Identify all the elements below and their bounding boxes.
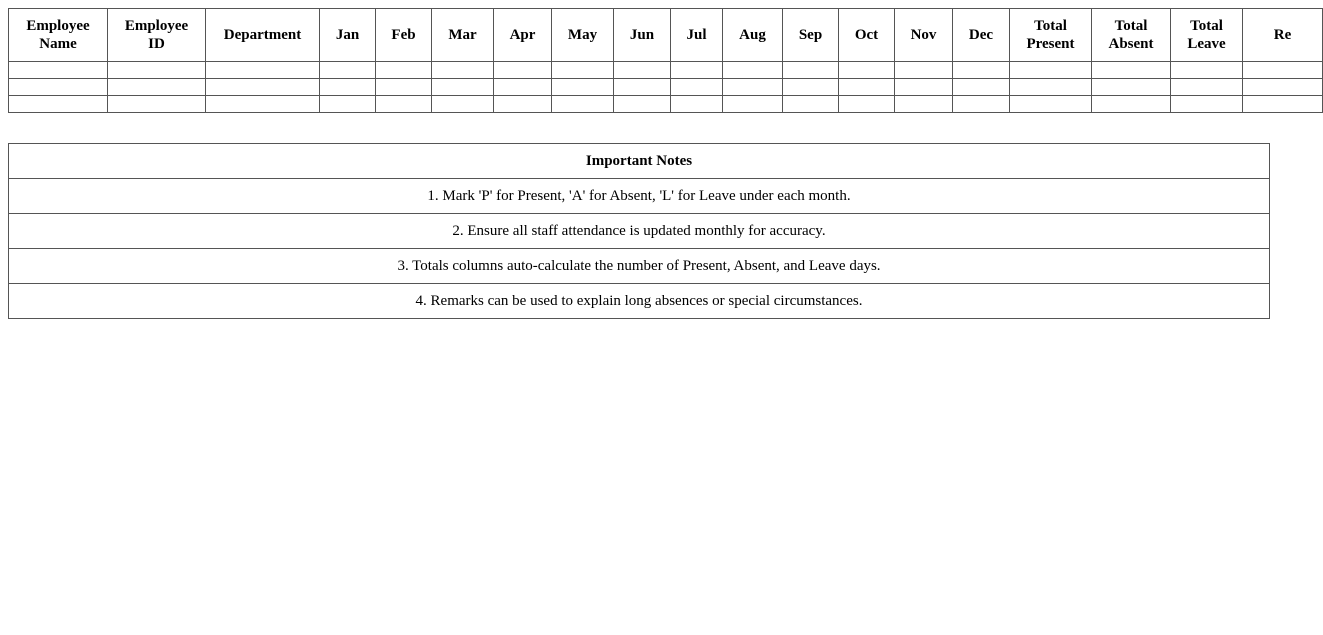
table-cell[interactable]	[108, 79, 206, 96]
column-header-line: Sep	[798, 27, 823, 43]
table-row	[9, 62, 1323, 79]
column-header-nov	[895, 9, 953, 62]
attendance-table	[8, 8, 1323, 113]
table-cell[interactable]	[9, 62, 108, 79]
table-cell[interactable]	[432, 96, 494, 113]
table-cell[interactable]	[320, 79, 376, 96]
column-header-may	[552, 9, 614, 62]
table-cell[interactable]	[9, 96, 108, 113]
column-header-line: ID	[148, 36, 165, 52]
column-header-apr	[494, 9, 552, 62]
table-cell[interactable]	[1243, 96, 1323, 113]
table-cell[interactable]	[1010, 79, 1092, 96]
column-header-line: Employee	[26, 18, 90, 34]
column-header-line: Jun	[629, 27, 655, 43]
column-header-re	[1243, 9, 1323, 62]
note-item-2: 2. Ensure all staff attendance is updated monthly for accuracy.	[9, 214, 1270, 249]
column-header-aug	[723, 9, 783, 62]
table-cell[interactable]	[839, 62, 895, 79]
note-item-3: 3. Totals columns auto-calculate the number of Present, Absent, and Leave days.	[9, 249, 1270, 284]
table-cell[interactable]	[671, 96, 723, 113]
table-cell[interactable]	[376, 62, 432, 79]
table-cell[interactable]	[320, 62, 376, 79]
table-cell[interactable]	[1092, 96, 1171, 113]
attendance-body	[9, 62, 1323, 113]
table-cell[interactable]	[723, 96, 783, 113]
table-cell[interactable]	[494, 96, 552, 113]
table-cell[interactable]	[1171, 79, 1243, 96]
table-cell[interactable]	[723, 79, 783, 96]
table-cell[interactable]	[320, 96, 376, 113]
column-header-line: Name	[39, 36, 77, 52]
table-cell[interactable]	[895, 62, 953, 79]
table-cell[interactable]	[376, 96, 432, 113]
note-row	[9, 284, 1270, 319]
table-cell[interactable]	[614, 79, 671, 96]
table-cell[interactable]	[552, 96, 614, 113]
table-cell[interactable]	[783, 62, 839, 79]
table-cell[interactable]	[1171, 96, 1243, 113]
column-header-jul	[671, 9, 723, 62]
table-cell[interactable]	[953, 62, 1010, 79]
column-header-line: Dec	[968, 27, 994, 43]
table-cell[interactable]	[494, 79, 552, 96]
column-header-jan	[320, 9, 376, 62]
table-cell[interactable]	[839, 79, 895, 96]
column-header-line: Jul	[686, 27, 707, 43]
note-item-4: 4. Remarks can be used to explain long absences or special circumstances.	[9, 284, 1270, 319]
table-cell[interactable]	[432, 62, 494, 79]
table-cell[interactable]	[1243, 79, 1323, 96]
table-cell[interactable]	[953, 96, 1010, 113]
column-header-employee-name	[9, 9, 108, 62]
table-cell[interactable]	[671, 62, 723, 79]
column-header-total-absent	[1092, 9, 1171, 62]
notes-title: Important Notes	[9, 144, 1270, 179]
table-cell[interactable]	[839, 96, 895, 113]
table-cell[interactable]	[1243, 62, 1323, 79]
column-header-line: Total	[1114, 18, 1148, 34]
column-header-line: Jan	[335, 27, 360, 43]
table-cell[interactable]	[783, 96, 839, 113]
column-header-employee-id	[108, 9, 206, 62]
notes-table	[8, 143, 1270, 319]
table-cell[interactable]	[1171, 62, 1243, 79]
column-header-line: Total	[1190, 18, 1223, 34]
column-header-line: Aug	[739, 27, 766, 43]
column-header-line: Department	[223, 27, 302, 43]
column-header-line: May	[567, 27, 598, 43]
table-cell[interactable]	[614, 96, 671, 113]
table-cell[interactable]	[1092, 62, 1171, 79]
column-header-total-present	[1010, 9, 1092, 62]
column-header-line: Leave	[1187, 36, 1226, 52]
column-header-feb	[376, 9, 432, 62]
table-cell[interactable]	[1010, 96, 1092, 113]
table-cell[interactable]	[552, 62, 614, 79]
column-header-sep	[783, 9, 839, 62]
notes-table-container	[8, 143, 1270, 319]
attendance-header-row	[9, 9, 1323, 62]
table-cell[interactable]	[206, 62, 320, 79]
table-cell[interactable]	[376, 79, 432, 96]
table-row	[9, 96, 1323, 113]
note-item-1: 1. Mark 'P' for Present, 'A' for Absent, 'L' for Leave under each month.	[9, 179, 1270, 214]
column-header-line: Apr	[509, 27, 536, 43]
table-cell[interactable]	[953, 79, 1010, 96]
column-header-total-leave	[1171, 9, 1243, 62]
column-header-line: Employee	[124, 18, 189, 34]
table-cell[interactable]	[206, 96, 320, 113]
column-header-line: Feb	[391, 27, 416, 43]
column-header-mar	[432, 9, 494, 62]
table-cell[interactable]	[1010, 62, 1092, 79]
table-cell[interactable]	[552, 79, 614, 96]
note-row	[9, 249, 1270, 284]
table-cell[interactable]	[494, 62, 552, 79]
note-row	[9, 214, 1270, 249]
column-header-line: Absent	[1108, 36, 1154, 52]
column-header-line: Present	[1026, 36, 1075, 52]
table-cell[interactable]	[671, 79, 723, 96]
table-cell[interactable]	[206, 79, 320, 96]
notes-header-row	[9, 144, 1270, 179]
column-header-dec	[953, 9, 1010, 62]
table-cell[interactable]	[1092, 79, 1171, 96]
table-row	[9, 79, 1323, 96]
column-header-line: Re	[1273, 27, 1292, 43]
column-header-jun	[614, 9, 671, 62]
table-cell[interactable]	[432, 79, 494, 96]
attendance-table-container	[8, 8, 1308, 113]
table-cell[interactable]	[614, 62, 671, 79]
note-row	[9, 179, 1270, 214]
table-cell[interactable]	[895, 96, 953, 113]
column-header-department	[206, 9, 320, 62]
table-cell[interactable]	[723, 62, 783, 79]
table-cell[interactable]	[783, 79, 839, 96]
table-cell[interactable]	[108, 62, 206, 79]
column-header-oct	[839, 9, 895, 62]
table-cell[interactable]	[895, 79, 953, 96]
table-cell[interactable]	[9, 79, 108, 96]
column-header-line: Oct	[854, 27, 879, 43]
column-header-line: Mar	[448, 27, 477, 43]
column-header-line: Total	[1034, 18, 1067, 34]
table-cell[interactable]	[108, 96, 206, 113]
column-header-line: Nov	[910, 27, 937, 43]
